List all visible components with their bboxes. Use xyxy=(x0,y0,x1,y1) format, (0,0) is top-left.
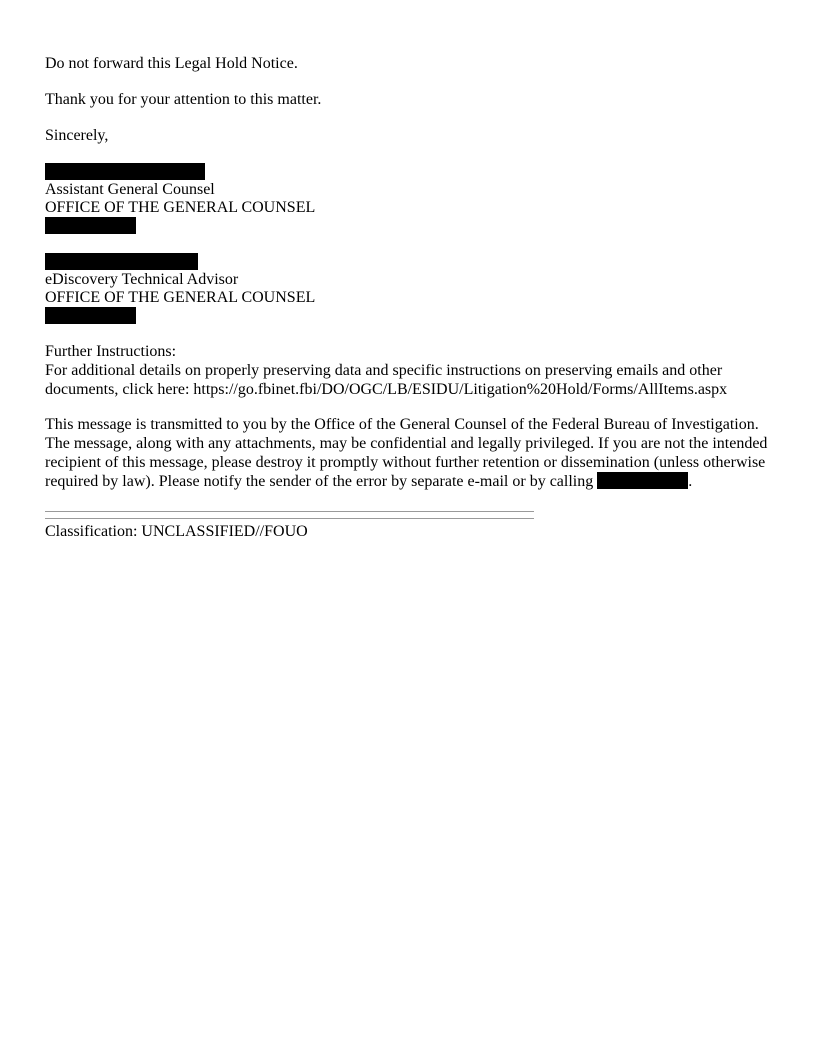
further-instructions-text: For additional details on properly preserving data and specific instructions on preserving emails and other documents, click here: https://go.fbinet.fbi/DO/OGC/LB/ESIDU/Litigation%20Hold/Forms/AllItems.aspx xyxy=(45,362,728,398)
redacted-name-2 xyxy=(45,253,198,270)
signatory-1-title: Assistant General Counsel xyxy=(45,181,215,198)
redacted-phone-inline xyxy=(597,472,688,489)
disclaimer-text: This message is transmitted to you by the Office of the General Counsel of the Federal Bureau of Investigation. The message, along with any attachments, may be confidential and legally privileged. If you are not the intended recipient of this message, please destroy it promptly without further retention or dissemination (unless otherwise required by law). Please notify the sender of the error by separate e-mail or by calling xyxy=(45,416,768,490)
further-instructions-heading: Further Instructions: xyxy=(45,343,177,360)
redacted-phone-2 xyxy=(45,307,136,324)
redacted-name-1 xyxy=(45,163,205,180)
thank-you-line: Thank you for your attention to this matter. xyxy=(45,91,322,108)
classification-separator xyxy=(45,511,534,519)
disclaimer-end-punctuation: . xyxy=(688,473,693,490)
signatory-2-office: OFFICE OF THE GENERAL COUNSEL xyxy=(45,289,316,306)
redacted-phone-1 xyxy=(45,217,136,234)
signatory-1-office: OFFICE OF THE GENERAL COUNSEL xyxy=(45,199,316,216)
sincerely-line: Sincerely, xyxy=(45,127,109,144)
disclaimer-paragraph xyxy=(45,415,775,491)
classification-label: Classification: UNCLASSIFIED//FOUO xyxy=(45,523,308,540)
signatory-2-title: eDiscovery Technical Advisor xyxy=(45,271,239,288)
do-not-forward-line: Do not forward this Legal Hold Notice. xyxy=(45,55,298,72)
